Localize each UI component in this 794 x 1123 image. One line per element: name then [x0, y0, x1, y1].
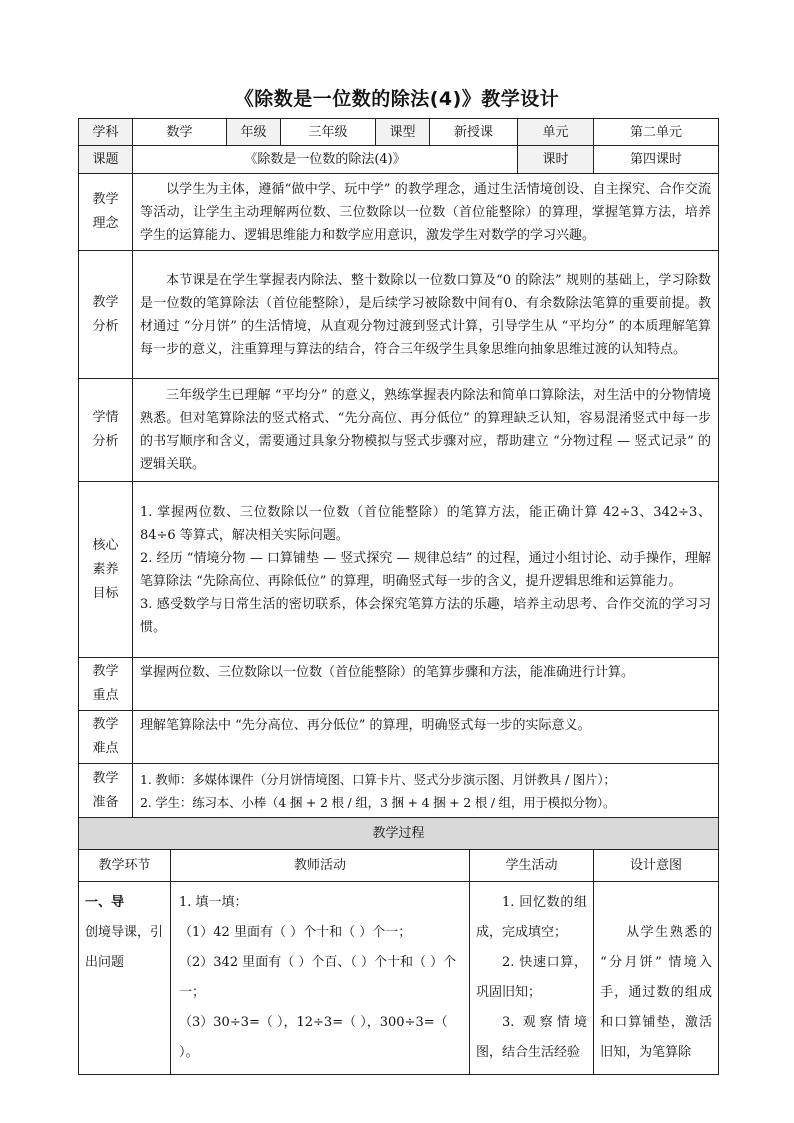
prep-item: 2. 学生：练习本、小棒（4 捆 + 2 根 / 组，3 捆 + 4 捆 + 2 根 / 组，用于模拟分物）。 — [140, 794, 616, 810]
subject-value: 数学 — [133, 119, 227, 146]
goal-item: 1. 掌握两位数、三位数除以一位数（首位能整除）的笔算方法，能正确计算 42÷3、342÷3、84÷6 等算式，解决相关实际问题。 — [140, 504, 712, 543]
topic-label: 课题 — [79, 146, 133, 174]
info-row-1 — [79, 119, 719, 146]
idea-text: 以学生为主体，遵循“做中学、玩中学” 的教学理念，通过生活情境创设、自主探究、合作交流等活动，让学生主动理解两位数、三位数除以一位数（首位能整除）的算理，掌握笔算方法，培养学生的运算能力、逻辑思维能力和数学应用意识，激发学生对数学的学习兴趣。 — [133, 174, 719, 251]
teacher-line: 1. 填一填： — [179, 895, 248, 910]
teacher-line: （3）30÷3=（ ），12÷3=（ ），300÷3=（ ）。 — [179, 1015, 448, 1060]
learner-label: 学情 分析 — [79, 379, 133, 482]
process-header: 教学过程 — [79, 818, 719, 850]
goal-item: 2. 经历 “情境分物 — 口算铺垫 — 竖式探究 — 规律总结” 的过程，通过小组讨论、动手操作，理解笔算除法 “先除高位、再除低位” 的算理，明确竖式每一步的含义，提升逻辑思维和运算能力。 — [140, 550, 712, 589]
goals-row — [79, 482, 719, 658]
col-teacher: 教师活动 — [171, 850, 470, 882]
process-header-row — [79, 818, 719, 850]
learner-row — [79, 379, 719, 482]
design-intent: 从学生熟悉的 “分月饼” 情境入手，通过数的组成和口算铺垫，激活旧知，为笔算除 — [594, 882, 719, 1075]
subject-label: 学科 — [79, 119, 133, 146]
col-intent: 设计意图 — [594, 850, 719, 882]
col-stage: 教学环节 — [79, 850, 171, 882]
prep-row — [79, 764, 719, 818]
grade-label: 年级 — [227, 119, 281, 146]
student-activity — [470, 882, 594, 1075]
unit-label: 单元 — [518, 119, 594, 146]
key-label: 教学 重点 — [79, 658, 133, 711]
goal-item: 3. 感受数学与日常生活的密切联系，体会探究笔算方法的乐趣，培养主动思考、合作交流的学习习惯。 — [140, 596, 712, 635]
student-line: 3. 观察情境图，结合生活经验 — [476, 1015, 588, 1060]
idea-row — [79, 174, 719, 251]
stage-title: 一、导 — [85, 895, 125, 910]
teacher-line: （1）42 里面有（ ）个十和（ ）个一； — [179, 925, 412, 940]
col-student: 学生活动 — [470, 850, 594, 882]
goals-list — [133, 482, 719, 658]
unit-value: 第二单元 — [594, 119, 719, 146]
period-label: 课时 — [518, 146, 594, 174]
process-row-1 — [79, 882, 719, 1075]
lesson-plan-table — [78, 118, 719, 1075]
teacher-line: （2）342 里面有（ ）个百、（ ）个十和（ ）个一； — [179, 955, 457, 1000]
type-label: 课型 — [376, 119, 430, 146]
stage-cell — [79, 882, 171, 1075]
key-text: 掌握两位数、三位数除以一位数（首位能整除）的笔算步骤和方法，能准确进行计算。 — [133, 658, 719, 711]
process-columns-row — [79, 850, 719, 882]
key-row — [79, 658, 719, 711]
prep-item: 1. 教师：多媒体课件（分月饼情境图、口算卡片、竖式分步演示图、月饼教具 / 图片）； — [140, 771, 616, 787]
idea-label: 教学 理念 — [79, 174, 133, 251]
student-line: 2. 快速口算，巩固旧知； — [476, 955, 588, 1000]
student-line: 1. 回忆数的组成，完成填空； — [476, 895, 588, 940]
grade-value: 三年级 — [281, 119, 376, 146]
info-row-2 — [79, 146, 719, 174]
type-value: 新授课 — [430, 119, 518, 146]
analysis-text: 本节课是在学生掌握表内除法、整十数除以一位数口算及“0 的除法” 规则的基础上，学习除数是一位数的笔算除法（首位能整除），是后续学习被除数中间有0、有余数除法笔算的重要前提。教材通过 “分月饼” 的生活情境，从直观分物过渡到竖式计算，引导学生从 “平均分” 的本质理解笔算每一步的意义，注重算理与算法的结合，符合三年级学生具象思维向抽象思维过渡的认知特点。 — [133, 251, 719, 379]
prep-list — [133, 764, 719, 818]
prep-label: 教学 准备 — [79, 764, 133, 818]
teacher-activity — [171, 882, 470, 1075]
difficulty-label: 教学 难点 — [79, 711, 133, 764]
period-value: 第四课时 — [594, 146, 719, 174]
analysis-label: 教学 分析 — [79, 251, 133, 379]
learner-text: 三年级学生已理解 “平均分” 的意义，熟练掌握表内除法和简单口算除法，对生活中的分物情境熟悉。但对笔算除法的竖式格式、“先分高位、再分低位” 的算理缺乏认知，容易混淆竖式中每一步的书写顺序和含义，需要通过具象分物模拟与竖式步骤对应，帮助建立 “分物过程 — 竖式记录” 的逻辑关联。 — [133, 379, 719, 482]
goals-label: 核心 素养 目标 — [79, 482, 133, 658]
stage-subtitle: 创境导课，引出问题 — [85, 925, 164, 970]
analysis-row — [79, 251, 719, 379]
topic-value: 《除数是一位数的除法(4)》 — [133, 146, 518, 174]
page-title: 《除数是一位数的除法(4)》教学设计 — [234, 88, 560, 110]
difficulty-text: 理解笔算除法中 “先分高位、再分低位” 的算理，明确竖式每一步的实际意义。 — [133, 711, 719, 764]
difficulty-row — [79, 711, 719, 764]
